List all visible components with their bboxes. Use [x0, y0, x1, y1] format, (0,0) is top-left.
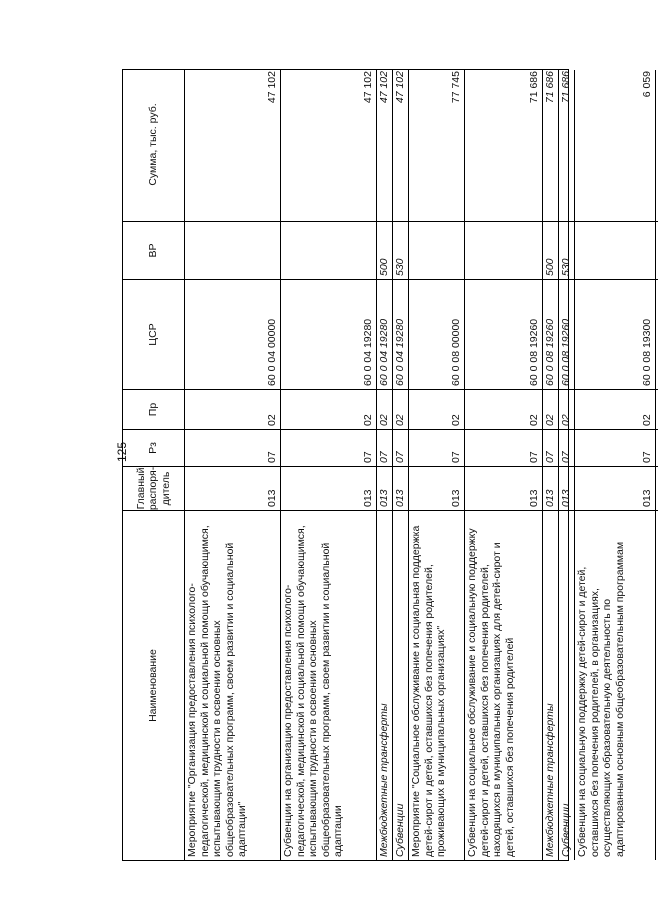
cell-rz: 07: [543, 429, 558, 466]
cell-csr: 60 0 08 00000: [409, 279, 464, 389]
cell-csr: 60 0 08 19260: [543, 279, 558, 389]
cell-vr: 530: [393, 221, 408, 279]
table-row: [575, 70, 656, 860]
table-header-row: [123, 70, 185, 860]
cell-pr: 02: [281, 389, 376, 429]
cell-csr: 60 0 08 19260: [465, 279, 542, 389]
cell-sum: 77 745: [450, 71, 463, 104]
cell-csr: 60 0 04 19280: [377, 279, 392, 389]
cell-rz: 07: [559, 429, 574, 466]
cell-rz: 07: [575, 429, 655, 466]
table-row: [543, 70, 559, 860]
cell-sum: 71 686: [544, 71, 557, 104]
cell-rz: 07: [465, 429, 542, 466]
cell-vr: [575, 221, 655, 279]
cell-sum: 6 059: [641, 71, 654, 98]
cell-sum: 71 686: [528, 71, 541, 104]
cell-pr: 02: [575, 389, 655, 429]
cell-name: Межбюджетные трансферты: [543, 510, 558, 860]
cell-name: Субвенции на социальное обслуживание и социальную поддержку детей-сирот и детей, оставшихся без попечения родителей, находящихся в муниципальных организациях для детей-сирот и детей, оставшихся без попечения родителей: [465, 510, 542, 860]
cell-name: Межбюджетные трансферты: [377, 510, 392, 860]
header-csr: ЦСР: [123, 279, 184, 389]
cell-glav: 013: [185, 466, 280, 510]
cell-sum: 47 102: [266, 71, 279, 104]
cell-glav: 013: [377, 466, 392, 510]
budget-table-container: [122, 69, 654, 861]
cell-vr: [185, 221, 280, 279]
cell-csr: 60 0 04 19280: [393, 279, 408, 389]
header-pr: Пр: [123, 389, 184, 429]
cell-vr: 500: [377, 221, 392, 279]
table-row: [393, 70, 409, 860]
cell-name: Субвенции на социальную поддержку детей-сирот и детей, оставшихся без попечения родителей, в организациях, осуществляющих образовательную деятельность по адаптированным основным общеобразовательным программам: [575, 510, 655, 860]
cell-rz: 07: [377, 429, 392, 466]
cell-pr: 02: [465, 389, 542, 429]
cell-pr: 02: [393, 389, 408, 429]
cell-sum: 47 102: [394, 71, 407, 104]
cell-vr: 530: [559, 221, 574, 279]
header-vr: ВР: [123, 221, 184, 279]
cell-glav: 013: [393, 466, 408, 510]
table-row: [559, 70, 575, 860]
table-row: [185, 70, 281, 860]
header-name: Наименование: [123, 510, 184, 860]
cell-pr: 02: [559, 389, 574, 429]
cell-glav: 013: [575, 466, 655, 510]
cell-csr: 60 0 08 19300: [575, 279, 655, 389]
cell-pr: 02: [409, 389, 464, 429]
cell-vr: 500: [543, 221, 558, 279]
cell-pr: 02: [185, 389, 280, 429]
table-row: [377, 70, 393, 860]
cell-name: Субвенции: [393, 510, 408, 860]
cell-sum: 47 102: [378, 71, 391, 104]
cell-name: Мероприятие "Организация предоставления психолого-педагогической, медицинской и социальной помощи обучающимся, испытывающим трудности в освоении основных общеобразовательных программ, своем развитии и социальной адаптации": [185, 510, 280, 860]
cell-name: Субвенции на организацию предоставления психолого-педагогической, медицинской и социальной помощи обучающимся, испытывающим трудности в освоении основных общеобразовательных программ, своем развитии и социальной адаптации: [281, 510, 376, 860]
cell-rz: 07: [409, 429, 464, 466]
cell-rz: 07: [393, 429, 408, 466]
cell-pr: 02: [543, 389, 558, 429]
table-row: [465, 70, 543, 860]
cell-rz: 07: [281, 429, 376, 466]
cell-vr: [281, 221, 376, 279]
budget-table: [122, 69, 654, 861]
cell-csr: 60 0 04 19280: [281, 279, 376, 389]
cell-rz: 07: [185, 429, 280, 466]
cell-vr: [465, 221, 542, 279]
cell-glav: 013: [409, 466, 464, 510]
cell-vr: [409, 221, 464, 279]
cell-sum: 71 686: [560, 71, 573, 104]
table-row: [409, 70, 465, 860]
cell-glav: 013: [543, 466, 558, 510]
table-row: [281, 70, 377, 860]
header-rz: Рз: [123, 429, 184, 466]
page-number: 125: [115, 441, 129, 463]
cell-name: Субвенции: [559, 510, 574, 860]
cell-name: Мероприятие "Социальное обслуживание и социальная поддержка детей-сирот и детей, оставшихся без попечения родителей, проживающих в муниципальных организациях": [409, 510, 464, 860]
header-sum: Сумма, тыс. руб.: [147, 103, 160, 186]
cell-glav: 013: [465, 466, 542, 510]
cell-pr: 02: [377, 389, 392, 429]
cell-glav: 013: [281, 466, 376, 510]
cell-glav: 013: [559, 466, 574, 510]
cell-csr: 60 0 04 00000: [185, 279, 280, 389]
cell-csr: 60 0 08 19260: [559, 279, 574, 389]
cell-sum: 47 102: [362, 71, 375, 104]
header-glav: Главный распоря-дитель: [123, 466, 184, 510]
